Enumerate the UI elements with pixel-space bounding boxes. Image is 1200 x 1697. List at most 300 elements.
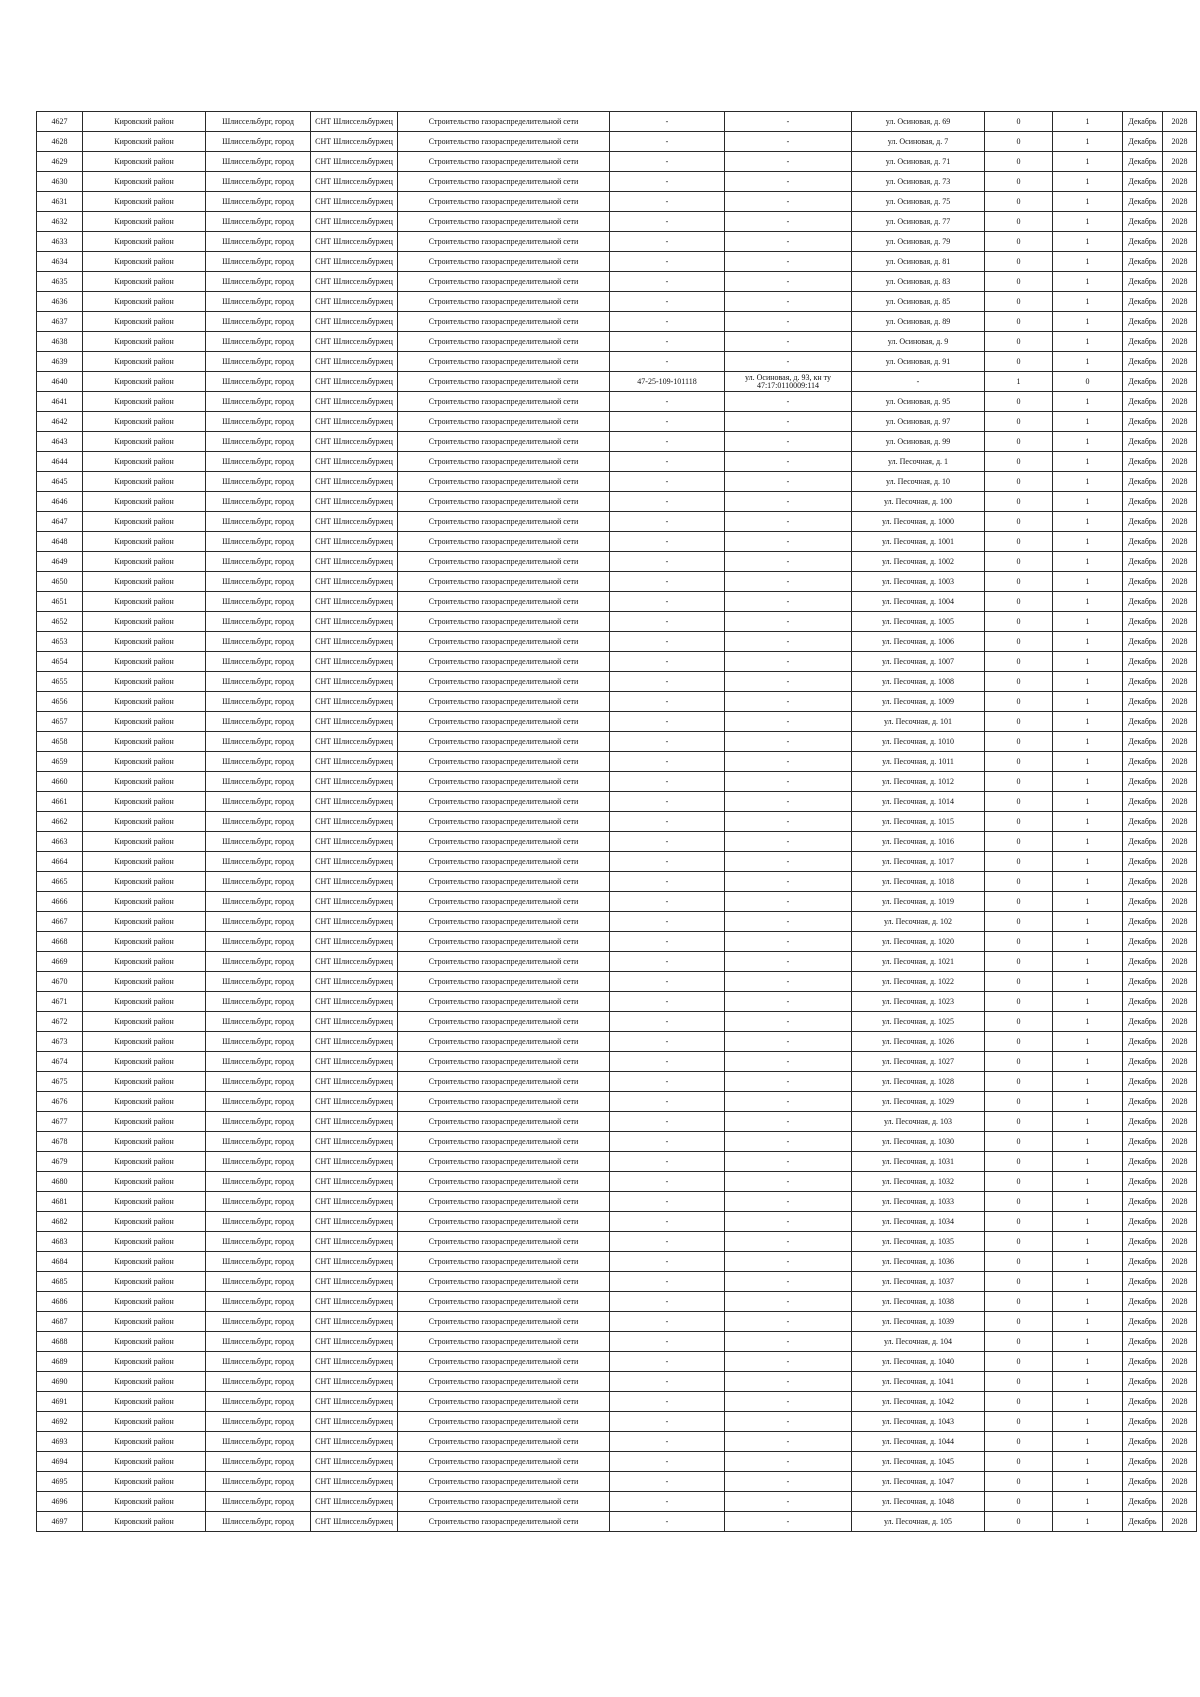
work-type-cell: Строительство газораспределительной сети bbox=[398, 1052, 610, 1072]
table-row bbox=[37, 1212, 1197, 1232]
table-row bbox=[37, 1412, 1197, 1432]
settlement-cell: Шлиссельбург, город bbox=[206, 1432, 311, 1452]
count-a-cell: 0 bbox=[985, 492, 1053, 512]
address-cell: ул. Песочная, д. 1020 bbox=[852, 932, 985, 952]
row-number-cell: 4651 bbox=[37, 592, 83, 612]
district-cell: Кировский район bbox=[83, 1292, 206, 1312]
year-cell: 2028 bbox=[1163, 632, 1197, 652]
year-cell: 2028 bbox=[1163, 232, 1197, 252]
row-number-cell: 4663 bbox=[37, 832, 83, 852]
code-cell: - bbox=[610, 172, 725, 192]
work-type-cell: Строительство газораспределительной сети bbox=[398, 972, 610, 992]
count-b-cell: 1 bbox=[1053, 1032, 1123, 1052]
district-cell: Кировский район bbox=[83, 872, 206, 892]
work-type-cell: Строительство газораспределительной сети bbox=[398, 752, 610, 772]
code-cell: - bbox=[610, 112, 725, 132]
table-row bbox=[37, 812, 1197, 832]
code-cell: - bbox=[610, 912, 725, 932]
count-a-cell: 0 bbox=[985, 892, 1053, 912]
count-a-cell: 0 bbox=[985, 1372, 1053, 1392]
year-cell: 2028 bbox=[1163, 392, 1197, 412]
table-row bbox=[37, 1452, 1197, 1472]
row-number-cell: 4634 bbox=[37, 252, 83, 272]
code-cell: - bbox=[610, 1412, 725, 1432]
settlement-cell: Шлиссельбург, город bbox=[206, 232, 311, 252]
month-cell: Декабрь bbox=[1123, 912, 1163, 932]
table-row bbox=[37, 972, 1197, 992]
organization-cell: СНТ Шлиссельбуржец bbox=[311, 132, 398, 152]
row-number-cell: 4691 bbox=[37, 1392, 83, 1412]
cadastral-cell: - bbox=[725, 392, 852, 412]
table-row bbox=[37, 952, 1197, 972]
row-number-cell: 4646 bbox=[37, 492, 83, 512]
work-type-cell: Строительство газораспределительной сети bbox=[398, 1332, 610, 1352]
cadastral-cell: - bbox=[725, 1452, 852, 1472]
cadastral-cell: - bbox=[725, 692, 852, 712]
address-cell: ул. Песочная, д. 1032 bbox=[852, 1172, 985, 1192]
count-a-cell: 0 bbox=[985, 1472, 1053, 1492]
year-cell: 2028 bbox=[1163, 172, 1197, 192]
district-cell: Кировский район bbox=[83, 1372, 206, 1392]
work-type-cell: Строительство газораспределительной сети bbox=[398, 1092, 610, 1112]
cadastral-cell: - bbox=[725, 452, 852, 472]
count-b-cell: 1 bbox=[1053, 952, 1123, 972]
settlement-cell: Шлиссельбург, город bbox=[206, 712, 311, 732]
table-row bbox=[37, 852, 1197, 872]
count-b-cell: 1 bbox=[1053, 252, 1123, 272]
settlement-cell: Шлиссельбург, город bbox=[206, 292, 311, 312]
year-cell: 2028 bbox=[1163, 332, 1197, 352]
cadastral-cell: - bbox=[725, 772, 852, 792]
district-cell: Кировский район bbox=[83, 632, 206, 652]
settlement-cell: Шлиссельбург, город bbox=[206, 1352, 311, 1372]
table-row bbox=[37, 292, 1197, 312]
count-a-cell: 0 bbox=[985, 692, 1053, 712]
cadastral-cell: - bbox=[725, 292, 852, 312]
organization-cell: СНТ Шлиссельбуржец bbox=[311, 1052, 398, 1072]
table-row bbox=[37, 1512, 1197, 1532]
settlement-cell: Шлиссельбург, город bbox=[206, 1052, 311, 1072]
district-cell: Кировский район bbox=[83, 552, 206, 572]
organization-cell: СНТ Шлиссельбуржец bbox=[311, 1012, 398, 1032]
organization-cell: СНТ Шлиссельбуржец bbox=[311, 372, 398, 392]
work-type-cell: Строительство газораспределительной сети bbox=[398, 492, 610, 512]
count-b-cell: 1 bbox=[1053, 1452, 1123, 1472]
work-type-cell: Строительство газораспределительной сети bbox=[398, 772, 610, 792]
count-a-cell: 0 bbox=[985, 1092, 1053, 1112]
district-cell: Кировский район bbox=[83, 1192, 206, 1212]
row-number-cell: 4679 bbox=[37, 1152, 83, 1172]
code-cell: - bbox=[610, 192, 725, 212]
cadastral-cell: - bbox=[725, 932, 852, 952]
code-cell: - bbox=[610, 1512, 725, 1532]
settlement-cell: Шлиссельбург, город bbox=[206, 552, 311, 572]
year-cell: 2028 bbox=[1163, 352, 1197, 372]
row-number-cell: 4643 bbox=[37, 432, 83, 452]
count-b-cell: 1 bbox=[1053, 452, 1123, 472]
row-number-cell: 4632 bbox=[37, 212, 83, 232]
count-b-cell: 1 bbox=[1053, 212, 1123, 232]
row-number-cell: 4630 bbox=[37, 172, 83, 192]
table-row bbox=[37, 792, 1197, 812]
year-cell: 2028 bbox=[1163, 892, 1197, 912]
row-number-cell: 4628 bbox=[37, 132, 83, 152]
district-cell: Кировский район bbox=[83, 972, 206, 992]
settlement-cell: Шлиссельбург, город bbox=[206, 132, 311, 152]
month-cell: Декабрь bbox=[1123, 652, 1163, 672]
cadastral-cell: - bbox=[725, 512, 852, 532]
settlement-cell: Шлиссельбург, город bbox=[206, 1332, 311, 1352]
cadastral-cell: - bbox=[725, 712, 852, 732]
month-cell: Декабрь bbox=[1123, 312, 1163, 332]
table-row bbox=[37, 892, 1197, 912]
count-a-cell: 0 bbox=[985, 852, 1053, 872]
address-cell: ул. Песочная, д. 1039 bbox=[852, 1312, 985, 1332]
work-type-cell: Строительство газораспределительной сети bbox=[398, 192, 610, 212]
month-cell: Декабрь bbox=[1123, 392, 1163, 412]
count-a-cell: 0 bbox=[985, 252, 1053, 272]
work-type-cell: Строительство газораспределительной сети bbox=[398, 832, 610, 852]
cadastral-cell: - bbox=[725, 1152, 852, 1172]
count-a-cell: 0 bbox=[985, 1052, 1053, 1072]
year-cell: 2028 bbox=[1163, 252, 1197, 272]
cadastral-cell: - bbox=[725, 312, 852, 332]
organization-cell: СНТ Шлиссельбуржец bbox=[311, 512, 398, 532]
organization-cell: СНТ Шлиссельбуржец bbox=[311, 152, 398, 172]
table-row bbox=[37, 1332, 1197, 1352]
work-type-cell: Строительство газораспределительной сети bbox=[398, 932, 610, 952]
count-b-cell: 1 bbox=[1053, 612, 1123, 632]
address-cell: ул. Песочная, д. 103 bbox=[852, 1112, 985, 1132]
address-cell: ул. Песочная, д. 1038 bbox=[852, 1292, 985, 1312]
year-cell: 2028 bbox=[1163, 1232, 1197, 1252]
month-cell: Декабрь bbox=[1123, 292, 1163, 312]
month-cell: Декабрь bbox=[1123, 1332, 1163, 1352]
settlement-cell: Шлиссельбург, город bbox=[206, 1112, 311, 1132]
code-cell: - bbox=[610, 812, 725, 832]
year-cell: 2028 bbox=[1163, 832, 1197, 852]
row-number-cell: 4678 bbox=[37, 1132, 83, 1152]
table-row bbox=[37, 1292, 1197, 1312]
organization-cell: СНТ Шлиссельбуржец bbox=[311, 1332, 398, 1352]
organization-cell: СНТ Шлиссельбуржец bbox=[311, 392, 398, 412]
organization-cell: СНТ Шлиссельбуржец bbox=[311, 812, 398, 832]
row-number-cell: 4686 bbox=[37, 1292, 83, 1312]
count-b-cell: 1 bbox=[1053, 1492, 1123, 1512]
organization-cell: СНТ Шлиссельбуржец bbox=[311, 1312, 398, 1332]
work-type-cell: Строительство газораспределительной сети bbox=[398, 892, 610, 912]
month-cell: Декабрь bbox=[1123, 192, 1163, 212]
work-type-cell: Строительство газораспределительной сети bbox=[398, 1412, 610, 1432]
table-body bbox=[37, 112, 1197, 1532]
month-cell: Декабрь bbox=[1123, 1352, 1163, 1372]
count-b-cell: 1 bbox=[1053, 1352, 1123, 1372]
address-cell: ул. Песочная, д. 1021 bbox=[852, 952, 985, 972]
cadastral-cell: - bbox=[725, 1112, 852, 1132]
code-cell: - bbox=[610, 1152, 725, 1172]
cadastral-cell: - bbox=[725, 252, 852, 272]
year-cell: 2028 bbox=[1163, 1292, 1197, 1312]
count-b-cell: 1 bbox=[1053, 912, 1123, 932]
organization-cell: СНТ Шлиссельбуржец bbox=[311, 1392, 398, 1412]
district-cell: Кировский район bbox=[83, 1492, 206, 1512]
organization-cell: СНТ Шлиссельбуржец bbox=[311, 772, 398, 792]
organization-cell: СНТ Шлиссельбуржец bbox=[311, 1412, 398, 1432]
month-cell: Декабрь bbox=[1123, 1032, 1163, 1052]
month-cell: Декабрь bbox=[1123, 532, 1163, 552]
address-cell: ул. Песочная, д. 1016 bbox=[852, 832, 985, 852]
year-cell: 2028 bbox=[1163, 1352, 1197, 1372]
organization-cell: СНТ Шлиссельбуржец bbox=[311, 1192, 398, 1212]
count-b-cell: 1 bbox=[1053, 352, 1123, 372]
district-cell: Кировский район bbox=[83, 1412, 206, 1432]
table-row bbox=[37, 712, 1197, 732]
work-type-cell: Строительство газораспределительной сети bbox=[398, 1212, 610, 1232]
table-row bbox=[37, 1012, 1197, 1032]
address-cell: ул. Песочная, д. 1014 bbox=[852, 792, 985, 812]
row-number-cell: 4690 bbox=[37, 1372, 83, 1392]
count-a-cell: 0 bbox=[985, 912, 1053, 932]
month-cell: Декабрь bbox=[1123, 472, 1163, 492]
table-row bbox=[37, 632, 1197, 652]
count-a-cell: 0 bbox=[985, 1172, 1053, 1192]
table-row bbox=[37, 612, 1197, 632]
cadastral-cell: - bbox=[725, 112, 852, 132]
code-cell: - bbox=[610, 1332, 725, 1352]
table-row bbox=[37, 932, 1197, 952]
code-cell: - bbox=[610, 532, 725, 552]
cadastral-cell: - bbox=[725, 152, 852, 172]
organization-cell: СНТ Шлиссельбуржец bbox=[311, 612, 398, 632]
count-a-cell: 0 bbox=[985, 352, 1053, 372]
district-cell: Кировский район bbox=[83, 432, 206, 452]
cadastral-cell: - bbox=[725, 992, 852, 1012]
settlement-cell: Шлиссельбург, город bbox=[206, 652, 311, 672]
cadastral-cell: - bbox=[725, 832, 852, 852]
row-number-cell: 4629 bbox=[37, 152, 83, 172]
cadastral-cell: - bbox=[725, 232, 852, 252]
count-a-cell: 0 bbox=[985, 1012, 1053, 1032]
year-cell: 2028 bbox=[1163, 1092, 1197, 1112]
address-cell: ул. Осиновая, д. 99 bbox=[852, 432, 985, 452]
district-cell: Кировский район bbox=[83, 1032, 206, 1052]
work-type-cell: Строительство газораспределительной сети bbox=[398, 592, 610, 612]
month-cell: Декабрь bbox=[1123, 692, 1163, 712]
count-b-cell: 1 bbox=[1053, 892, 1123, 912]
count-a-cell: 0 bbox=[985, 1312, 1053, 1332]
work-type-cell: Строительство газораспределительной сети bbox=[398, 952, 610, 972]
address-cell: ул. Осиновая, д. 71 bbox=[852, 152, 985, 172]
month-cell: Декабрь bbox=[1123, 872, 1163, 892]
cadastral-cell: - bbox=[725, 192, 852, 212]
month-cell: Декабрь bbox=[1123, 412, 1163, 432]
address-cell: ул. Песочная, д. 1043 bbox=[852, 1412, 985, 1432]
cadastral-cell: - bbox=[725, 1292, 852, 1312]
count-b-cell: 1 bbox=[1053, 1372, 1123, 1392]
month-cell: Декабрь bbox=[1123, 1192, 1163, 1212]
cadastral-cell: - bbox=[725, 572, 852, 592]
month-cell: Декабрь bbox=[1123, 1072, 1163, 1092]
organization-cell: СНТ Шлиссельбуржец bbox=[311, 212, 398, 232]
district-cell: Кировский район bbox=[83, 1132, 206, 1152]
year-cell: 2028 bbox=[1163, 952, 1197, 972]
district-cell: Кировский район bbox=[83, 912, 206, 932]
organization-cell: СНТ Шлиссельбуржец bbox=[311, 1132, 398, 1152]
count-a-cell: 0 bbox=[985, 652, 1053, 672]
code-cell: - bbox=[610, 592, 725, 612]
count-b-cell: 1 bbox=[1053, 332, 1123, 352]
organization-cell: СНТ Шлиссельбуржец bbox=[311, 552, 398, 572]
district-cell: Кировский район bbox=[83, 1152, 206, 1172]
month-cell: Декабрь bbox=[1123, 432, 1163, 452]
organization-cell: СНТ Шлиссельбуржец bbox=[311, 792, 398, 812]
count-b-cell: 1 bbox=[1053, 592, 1123, 612]
month-cell: Декабрь bbox=[1123, 1212, 1163, 1232]
organization-cell: СНТ Шлиссельбуржец bbox=[311, 1212, 398, 1232]
row-number-cell: 4687 bbox=[37, 1312, 83, 1332]
count-a-cell: 0 bbox=[985, 612, 1053, 632]
organization-cell: СНТ Шлиссельбуржец bbox=[311, 192, 398, 212]
row-number-cell: 4635 bbox=[37, 272, 83, 292]
district-cell: Кировский район bbox=[83, 272, 206, 292]
settlement-cell: Шлиссельбург, город bbox=[206, 1372, 311, 1392]
count-b-cell: 1 bbox=[1053, 992, 1123, 1012]
count-a-cell: 0 bbox=[985, 1412, 1053, 1432]
row-number-cell: 4680 bbox=[37, 1172, 83, 1192]
count-a-cell: 0 bbox=[985, 1112, 1053, 1132]
row-number-cell: 4644 bbox=[37, 452, 83, 472]
code-cell: - bbox=[610, 1212, 725, 1232]
count-a-cell: 0 bbox=[985, 152, 1053, 172]
code-cell: - bbox=[610, 692, 725, 712]
table-row bbox=[37, 692, 1197, 712]
table-row bbox=[37, 572, 1197, 592]
work-type-cell: Строительство газораспределительной сети bbox=[398, 532, 610, 552]
work-type-cell: Строительство газораспределительной сети bbox=[398, 1032, 610, 1052]
month-cell: Декабрь bbox=[1123, 712, 1163, 732]
month-cell: Декабрь bbox=[1123, 1252, 1163, 1272]
month-cell: Декабрь bbox=[1123, 892, 1163, 912]
month-cell: Декабрь bbox=[1123, 1312, 1163, 1332]
address-cell: ул. Песочная, д. 1001 bbox=[852, 532, 985, 552]
year-cell: 2028 bbox=[1163, 1512, 1197, 1532]
year-cell: 2028 bbox=[1163, 1332, 1197, 1352]
address-cell: ул. Песочная, д. 1028 bbox=[852, 1072, 985, 1092]
district-cell: Кировский район bbox=[83, 1472, 206, 1492]
district-cell: Кировский район bbox=[83, 1352, 206, 1372]
year-cell: 2028 bbox=[1163, 1172, 1197, 1192]
district-cell: Кировский район bbox=[83, 812, 206, 832]
month-cell: Декабрь bbox=[1123, 212, 1163, 232]
organization-cell: СНТ Шлиссельбуржец bbox=[311, 932, 398, 952]
table-row bbox=[37, 272, 1197, 292]
month-cell: Декабрь bbox=[1123, 1472, 1163, 1492]
district-cell: Кировский район bbox=[83, 1052, 206, 1072]
year-cell: 2028 bbox=[1163, 292, 1197, 312]
address-cell: ул. Осиновая, д. 89 bbox=[852, 312, 985, 332]
count-a-cell: 0 bbox=[985, 1212, 1053, 1232]
count-a-cell: 0 bbox=[985, 1512, 1053, 1532]
year-cell: 2028 bbox=[1163, 532, 1197, 552]
address-cell: ул. Осиновая, д. 85 bbox=[852, 292, 985, 312]
row-number-cell: 4641 bbox=[37, 392, 83, 412]
code-cell: - bbox=[610, 352, 725, 372]
month-cell: Декабрь bbox=[1123, 632, 1163, 652]
month-cell: Декабрь bbox=[1123, 1172, 1163, 1192]
year-cell: 2028 bbox=[1163, 492, 1197, 512]
count-b-cell: 1 bbox=[1053, 1432, 1123, 1452]
year-cell: 2028 bbox=[1163, 1492, 1197, 1512]
code-cell: - bbox=[610, 1172, 725, 1192]
settlement-cell: Шлиссельбург, город bbox=[206, 1252, 311, 1272]
table-row bbox=[37, 1472, 1197, 1492]
district-cell: Кировский район bbox=[83, 192, 206, 212]
row-number-cell: 4639 bbox=[37, 352, 83, 372]
organization-cell: СНТ Шлиссельбуржец bbox=[311, 892, 398, 912]
row-number-cell: 4664 bbox=[37, 852, 83, 872]
count-a-cell: 0 bbox=[985, 412, 1053, 432]
settlement-cell: Шлиссельбург, город bbox=[206, 1152, 311, 1172]
code-cell: - bbox=[610, 992, 725, 1012]
district-cell: Кировский район bbox=[83, 592, 206, 612]
year-cell: 2028 bbox=[1163, 672, 1197, 692]
address-cell: ул. Песочная, д. 1031 bbox=[852, 1152, 985, 1172]
cadastral-cell: - bbox=[725, 1472, 852, 1492]
work-type-cell: Строительство газораспределительной сети bbox=[398, 1492, 610, 1512]
work-type-cell: Строительство газораспределительной сети bbox=[398, 732, 610, 752]
row-number-cell: 4662 bbox=[37, 812, 83, 832]
month-cell: Декабрь bbox=[1123, 1012, 1163, 1032]
count-b-cell: 1 bbox=[1053, 1152, 1123, 1172]
month-cell: Декабрь bbox=[1123, 812, 1163, 832]
address-cell: ул. Песочная, д. 1011 bbox=[852, 752, 985, 772]
organization-cell: СНТ Шлиссельбуржец bbox=[311, 452, 398, 472]
settlement-cell: Шлиссельбург, город bbox=[206, 1232, 311, 1252]
settlement-cell: Шлиссельбург, город bbox=[206, 492, 311, 512]
work-type-cell: Строительство газораспределительной сети bbox=[398, 1152, 610, 1172]
organization-cell: СНТ Шлиссельбуржец bbox=[311, 412, 398, 432]
count-b-cell: 1 bbox=[1053, 712, 1123, 732]
count-b-cell: 1 bbox=[1053, 1512, 1123, 1532]
address-cell: ул. Осиновая, д. 95 bbox=[852, 392, 985, 412]
table-row bbox=[37, 1312, 1197, 1332]
row-number-cell: 4669 bbox=[37, 952, 83, 972]
cadastral-cell: - bbox=[725, 752, 852, 772]
cadastral-cell: - bbox=[725, 472, 852, 492]
organization-cell: СНТ Шлиссельбуржец bbox=[311, 872, 398, 892]
count-b-cell: 1 bbox=[1053, 752, 1123, 772]
cadastral-cell: - bbox=[725, 732, 852, 752]
settlement-cell: Шлиссельбург, город bbox=[206, 392, 311, 412]
count-b-cell: 1 bbox=[1053, 652, 1123, 672]
table-row bbox=[37, 752, 1197, 772]
settlement-cell: Шлиссельбург, город bbox=[206, 892, 311, 912]
settlement-cell: Шлиссельбург, город bbox=[206, 352, 311, 372]
table-row bbox=[37, 1492, 1197, 1512]
organization-cell: СНТ Шлиссельбуржец bbox=[311, 1272, 398, 1292]
code-cell: - bbox=[610, 252, 725, 272]
year-cell: 2028 bbox=[1163, 972, 1197, 992]
count-a-cell: 0 bbox=[985, 572, 1053, 592]
address-cell: ул. Песочная, д. 1033 bbox=[852, 1192, 985, 1212]
year-cell: 2028 bbox=[1163, 1052, 1197, 1072]
code-cell: - bbox=[610, 1032, 725, 1052]
table-row bbox=[37, 1032, 1197, 1052]
organization-cell: СНТ Шлиссельбуржец bbox=[311, 332, 398, 352]
work-type-cell: Строительство газораспределительной сети bbox=[398, 572, 610, 592]
address-cell: ул. Песочная, д. 1040 bbox=[852, 1352, 985, 1372]
month-cell: Декабрь bbox=[1123, 1152, 1163, 1172]
